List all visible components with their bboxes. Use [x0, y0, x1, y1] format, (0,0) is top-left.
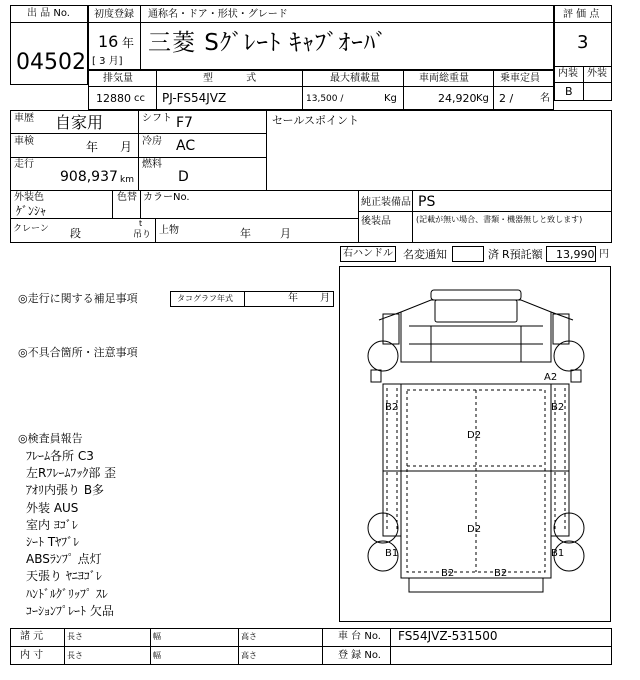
score-label: 評 価 点 — [563, 9, 600, 20]
exterior-color-label: 外装色 — [14, 192, 44, 203]
inspector-item: 外装 AUS — [26, 500, 79, 515]
equipment-label: 純正装備品 — [361, 197, 411, 208]
model-value: PJ-FS54JVZ — [162, 91, 227, 105]
chassis-label: 車 台 No. — [338, 631, 381, 642]
recycle-amount: 13,990 — [556, 248, 595, 261]
crane-year: 年 — [240, 227, 251, 240]
aftermarket-label: 後装品 — [361, 216, 391, 227]
tacho-year: 年 — [288, 293, 298, 304]
max-load-label: 最大積載量 — [330, 73, 380, 84]
displacement-unit: cc — [134, 93, 145, 104]
crane-lift: 吊り — [133, 230, 152, 240]
sales-point-label: セールスポイント — [272, 114, 360, 127]
mark-d2-bottom: D2 — [467, 524, 482, 535]
inspector-item: 天張り ﾔﾆﾖｺﾞﾚ — [26, 569, 102, 584]
color-no-label: 色替 — [117, 192, 137, 203]
inspection-month: 月 — [120, 140, 133, 154]
mark-b2-right: B2 — [551, 402, 565, 413]
chassis-no: FS54JVZ-531500 — [398, 629, 498, 643]
spec-box — [88, 70, 554, 110]
history-value: 自家用 — [55, 113, 104, 132]
color-code-label: カラーNo. — [143, 192, 190, 203]
inspector-item: ｺｰｼｮﾝﾌﾟﾚｰﾄ 欠品 — [26, 603, 114, 618]
gross-weight-value: 24,920 — [438, 92, 477, 105]
displacement-label: 排気量 — [103, 73, 133, 84]
mileage-label: 走行 — [14, 159, 34, 170]
capacity-value: 2 / — [499, 92, 514, 105]
reg-label: 初度登録 — [94, 9, 134, 20]
mark-d2-top: D2 — [467, 430, 482, 441]
inspector-item: ﾌﾚｰﾑ各所 C3 — [26, 449, 94, 463]
inspection-year: 年 — [86, 140, 99, 154]
mark-b2-bottom-left: B2 — [441, 568, 455, 579]
model-label: 型 式 — [203, 73, 257, 84]
inspector-list — [26, 447, 116, 619]
shift-value: F7 — [176, 115, 193, 131]
displacement-value: 12880 — [96, 92, 131, 105]
lot-label: 出 品 No. — [27, 8, 70, 19]
reg-year: 16 — [98, 32, 119, 51]
inspector-item: ABSﾗﾝﾌﾟ 点灯 — [26, 552, 102, 567]
inspection-label: 車検 — [14, 136, 34, 147]
crane-label: クレーン — [13, 224, 49, 234]
length-label: 長さ — [67, 651, 83, 660]
ac-label: 冷房 — [142, 136, 162, 147]
recycle-prefix: 済 — [488, 248, 499, 261]
registration-label: 登 録 No. — [338, 650, 381, 661]
inspector-title: ◎検査員報告 — [18, 432, 83, 445]
truck-diagram — [339, 266, 611, 622]
history-label: 車歴 — [14, 113, 34, 124]
length-label: 長さ — [67, 632, 83, 641]
height-label: 高さ — [241, 632, 257, 641]
gross-weight-unit: Kg — [476, 93, 489, 104]
crane-month: 月 — [280, 227, 291, 240]
fuel-label: 燃料 — [142, 159, 162, 170]
handle-value: 右ハンドル — [343, 248, 393, 259]
tacho-month: 月 — [320, 293, 330, 304]
car-name: 三菱 Sｸﾞﾚｰﾄ ｷｬﾌﾞｵｰﾊﾞ — [148, 30, 388, 56]
name-change-box — [452, 246, 484, 262]
aftermarket-note: (記載が無い場合、書類・機器無しと致します) — [416, 215, 583, 224]
score-value: 3 — [577, 32, 589, 53]
inspector-item: ｼｰﾄ Tﾔﾌﾞﾚ — [26, 534, 80, 549]
recycle-unit: 円 — [599, 249, 609, 260]
mark-b1-right: B1 — [551, 548, 565, 559]
name-label: 通称名・ドア・形状・グレード — [148, 9, 288, 20]
tacho-label: タコグラフ年式 — [177, 294, 233, 303]
interior-label: 内装 — [558, 68, 578, 79]
inspector-item: ｱｵﾘ内張り B多 — [26, 483, 105, 498]
mark-b2-left: B2 — [385, 402, 399, 413]
mark-a2: A2 — [544, 372, 558, 383]
shift-label: シフト — [142, 113, 172, 124]
capacity-label: 乗車定員 — [500, 73, 540, 84]
gross-weight-label: 車両総重量 — [419, 73, 469, 84]
crane-stage: 段 — [70, 227, 81, 240]
reg-month: [ 3 月] — [92, 56, 123, 67]
driving-title: ◎走行に関する補足事項 — [18, 292, 138, 305]
equipment-value: PS — [418, 194, 436, 210]
width-label: 幅 — [153, 651, 161, 660]
height-label: 高さ — [241, 651, 257, 660]
inspector-item: 室内 ﾖｺﾞﾚ — [26, 517, 78, 532]
crane-top-label: 上物 — [159, 225, 179, 236]
reg-year-unit: 年 — [122, 36, 135, 50]
width-label: 幅 — [153, 632, 161, 641]
mileage-unit: km — [120, 175, 134, 185]
fuel-value: D — [178, 169, 189, 185]
mark-b2-bottom-right: B2 — [494, 568, 508, 579]
inspector-item: ﾊﾝﾄﾞﾙｸﾞﾘｯﾌﾟ ｽﾚ — [26, 586, 108, 601]
inspector-item: 左Rﾌﾚｰﾑﾌｯｸ部 歪 — [26, 466, 117, 481]
name-change-label: 名変通知 — [403, 248, 447, 261]
max-load-value: 13,500 / — [306, 94, 344, 104]
interior-dims-label: 内 寸 — [20, 650, 44, 661]
exterior-color-value: ｹﾞﾝｼｬ — [16, 204, 47, 218]
exterior-label: 外装 — [587, 68, 607, 79]
max-load-unit: Kg — [384, 93, 397, 104]
dims-label: 諸 元 — [20, 631, 44, 642]
crane-ton: t — [139, 219, 143, 228]
mileage-value: 908,937 — [60, 169, 118, 185]
capacity-unit: 名 — [540, 93, 550, 104]
lot-number: 04502 — [16, 50, 86, 75]
defects-title: ◎不具合箇所・注意事項 — [18, 346, 138, 359]
ac-value: AC — [176, 138, 196, 154]
mark-b1-left: B1 — [385, 548, 399, 559]
recycle-label: R預託額 — [502, 248, 543, 261]
interior-score: B — [565, 85, 573, 98]
